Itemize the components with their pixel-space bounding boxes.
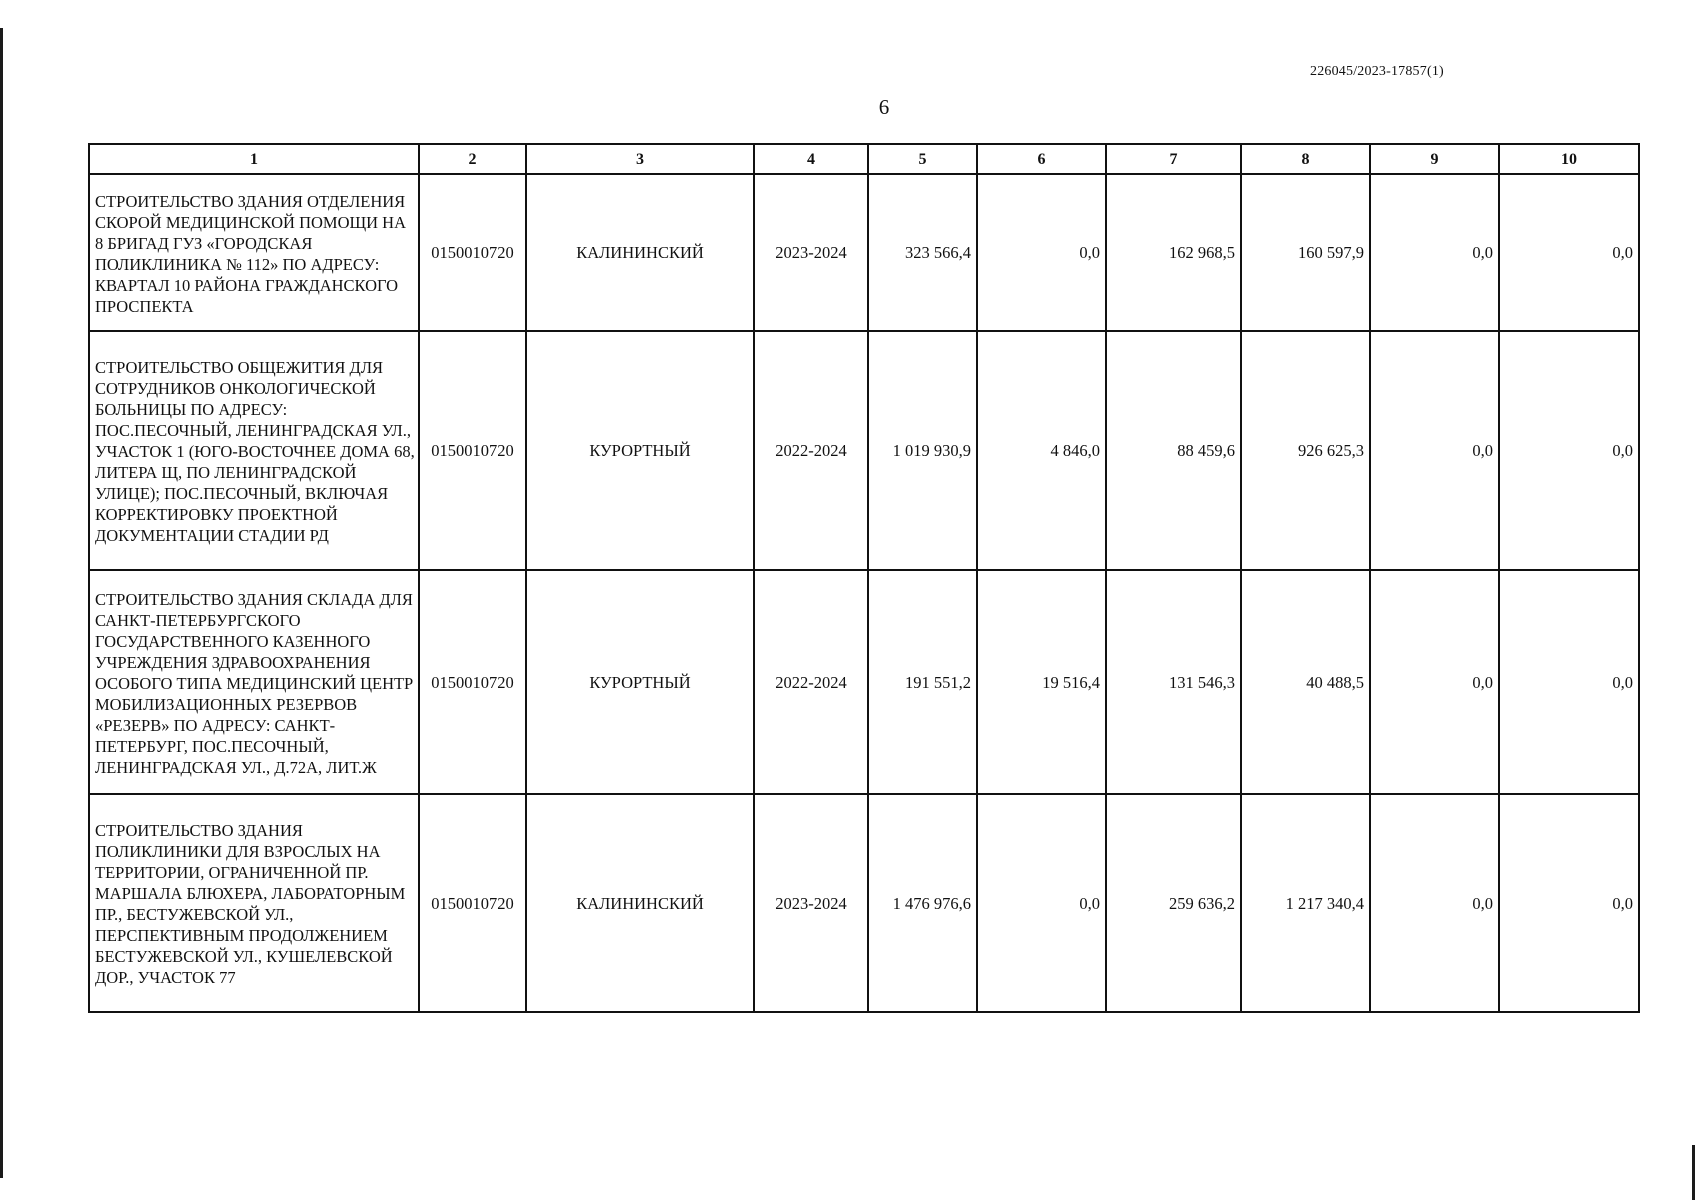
budget-table (88, 143, 1640, 1013)
value-cell: 0,0 (1499, 174, 1639, 331)
column-header: 9 (1370, 144, 1499, 174)
target-code-cell: 0150010720 (419, 331, 526, 570)
page-number: 6 (878, 95, 890, 119)
value-cell: 88 459,6 (1106, 331, 1241, 570)
value-cell: 162 968,5 (1106, 174, 1241, 331)
object-name-cell: СТРОИТЕЛЬСТВО ОБЩЕЖИТИЯ ДЛЯ СОТРУДНИКОВ ОНКОЛОГИЧЕСКОЙ БОЛЬНИЦЫ ПО АДРЕСУ: ПОС.ПЕСОЧНЫЙ, ЛЕНИНГРАДСКАЯ УЛ., УЧАСТОК 1 (ЮГО-ВОСТОЧНЕЕ ДОМА 68, ЛИТЕРА Щ, ПО ЛЕНИНГРАДСКОЙ УЛИЦЕ); ПОС.ПЕСОЧНЫЙ, ВКЛЮЧАЯ КОРРЕКТИРОВКУ ПРОЕКТНОЙ ДОКУМЕНТАЦИИ СТАДИИ РД (89, 331, 419, 570)
column-header: 7 (1106, 144, 1241, 174)
object-name-cell: СТРОИТЕЛЬСТВО ЗДАНИЯ ПОЛИКЛИНИКИ ДЛЯ ВЗРОСЛЫХ НА ТЕРРИТОРИИ, ОГРАНИЧЕННОЙ ПР. МАРШАЛА БЛЮХЕРА, ЛАБОРАТОРНЫМ ПР., БЕСТУЖЕВСКОЙ УЛ., ПЕРСПЕКТИВНЫМ ПРОДОЛЖЕНИЕМ БЕСТУЖЕВСКОЙ УЛ., КУШЕЛЕВСКОЙ ДОР., УЧАСТОК 77 (89, 794, 419, 1012)
value-cell: 0,0 (977, 794, 1106, 1012)
object-name-cell: СТРОИТЕЛЬСТВО ЗДАНИЯ СКЛАДА ДЛЯ САНКТ-ПЕТЕРБУРГСКОГО ГОСУДАРСТВЕННОГО КАЗЕННОГО УЧРЕЖДЕНИЯ ЗДРАВООХРАНЕНИЯ ОСОБОГО ТИПА МЕДИЦИНСКИЙ ЦЕНТР МОБИЛИЗАЦИОННЫХ РЕЗЕРВОВ «РЕЗЕРВ» ПО АДРЕСУ: САНКТ-ПЕТЕРБУРГ, ПОС.ПЕСОЧНЫЙ, ЛЕНИНГРАДСКАЯ УЛ., Д.72А, ЛИТ.Ж (89, 570, 419, 794)
value-cell: 0,0 (1370, 570, 1499, 794)
target-code-cell: 0150010720 (419, 174, 526, 331)
table-row (89, 794, 1639, 1012)
column-header: 8 (1241, 144, 1370, 174)
target-code-cell: 0150010720 (419, 570, 526, 794)
period-cell: 2023-2024 (754, 794, 868, 1012)
value-cell: 926 625,3 (1241, 331, 1370, 570)
target-code-cell: 0150010720 (419, 794, 526, 1012)
column-header: 10 (1499, 144, 1639, 174)
value-cell: 323 566,4 (868, 174, 977, 331)
value-cell: 0,0 (1370, 331, 1499, 570)
value-cell: 131 546,3 (1106, 570, 1241, 794)
district-cell: КУРОРТНЫЙ (526, 570, 754, 794)
value-cell: 1 019 930,9 (868, 331, 977, 570)
value-cell: 40 488,5 (1241, 570, 1370, 794)
value-cell: 0,0 (1370, 794, 1499, 1012)
scan-edge-left (0, 28, 3, 1178)
period-cell: 2023-2024 (754, 174, 868, 331)
district-cell: КАЛИНИНСКИЙ (526, 174, 754, 331)
value-cell: 0,0 (1499, 331, 1639, 570)
column-header: 1 (89, 144, 419, 174)
column-header: 3 (526, 144, 754, 174)
column-header: 4 (754, 144, 868, 174)
document-id: 226045/2023-17857(1) (1310, 64, 1444, 79)
district-cell: КАЛИНИНСКИЙ (526, 794, 754, 1012)
district-cell: КУРОРТНЫЙ (526, 331, 754, 570)
value-cell: 1 217 340,4 (1241, 794, 1370, 1012)
table-row (89, 570, 1639, 794)
period-cell: 2022-2024 (754, 570, 868, 794)
table-row (89, 174, 1639, 331)
value-cell: 0,0 (1370, 174, 1499, 331)
period-cell: 2022-2024 (754, 331, 868, 570)
value-cell: 259 636,2 (1106, 794, 1241, 1012)
header-row (89, 144, 1639, 174)
table-row (89, 331, 1639, 570)
column-header: 5 (868, 144, 977, 174)
value-cell: 4 846,0 (977, 331, 1106, 570)
value-cell: 0,0 (1499, 570, 1639, 794)
object-name-cell: СТРОИТЕЛЬСТВО ЗДАНИЯ ОТДЕЛЕНИЯ СКОРОЙ МЕДИЦИНСКОЙ ПОМОЩИ НА 8 БРИГАД ГУЗ «ГОРОДСКАЯ ПОЛИКЛИНИКА № 112» ПО АДРЕСУ: КВАРТАЛ 10 РАЙОНА ГРАЖДАНСКОГО ПРОСПЕКТА (89, 174, 419, 331)
column-header: 6 (977, 144, 1106, 174)
value-cell: 0,0 (1499, 794, 1639, 1012)
column-header: 2 (419, 144, 526, 174)
value-cell: 1 476 976,6 (868, 794, 977, 1012)
value-cell: 160 597,9 (1241, 174, 1370, 331)
value-cell: 0,0 (977, 174, 1106, 331)
value-cell: 19 516,4 (977, 570, 1106, 794)
value-cell: 191 551,2 (868, 570, 977, 794)
